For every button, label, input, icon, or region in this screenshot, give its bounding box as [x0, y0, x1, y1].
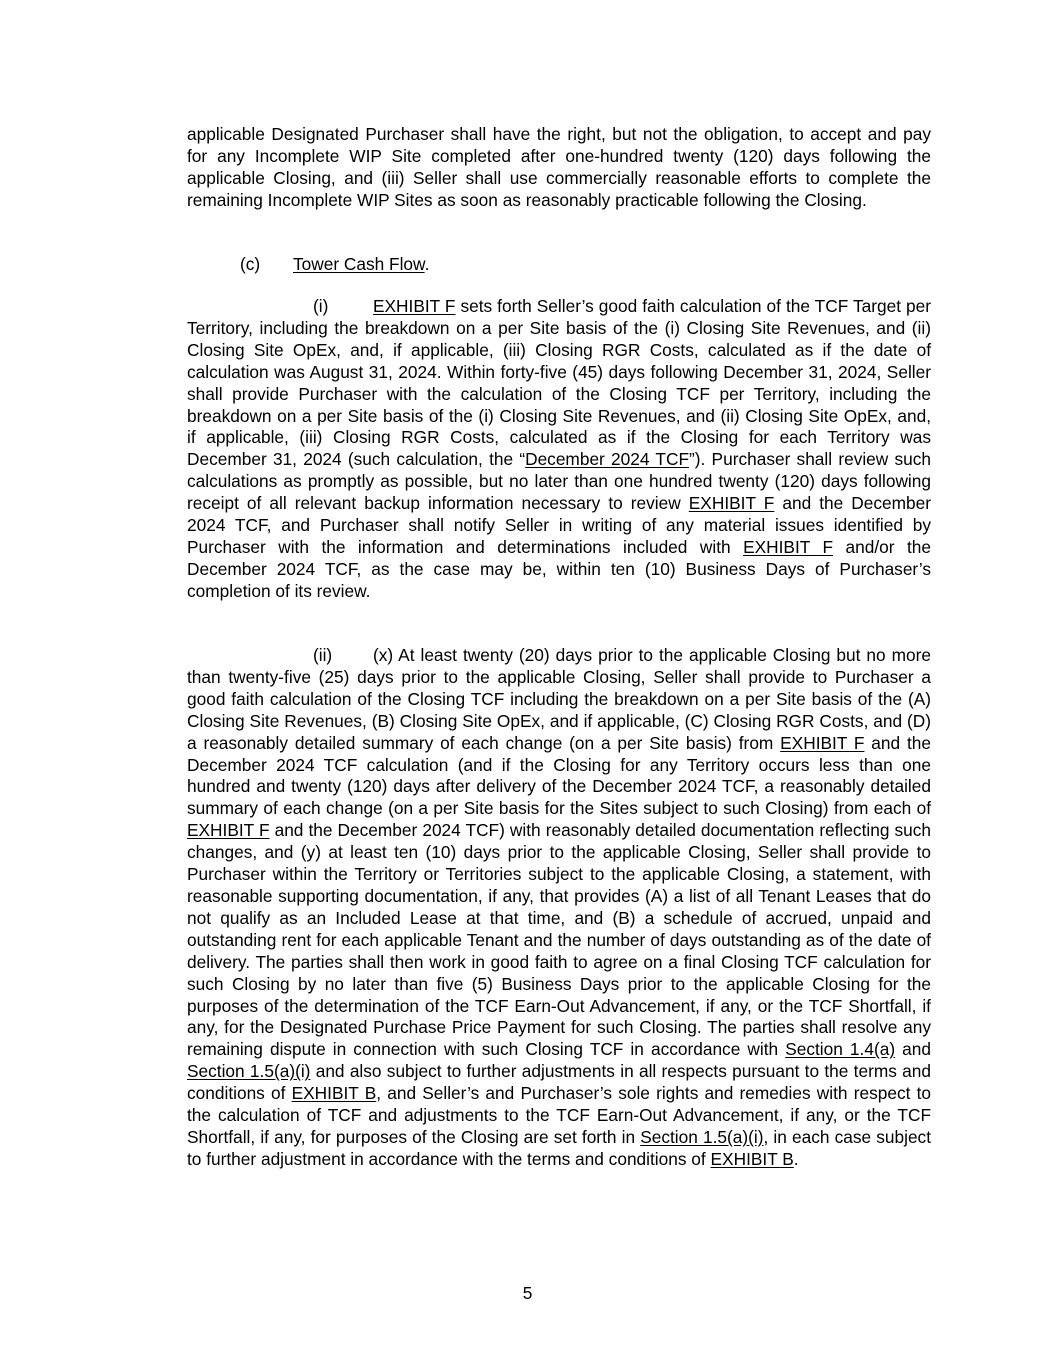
page-number: 5 [522, 1283, 533, 1303]
exhibit-reference: EXHIBIT F [688, 493, 775, 514]
section-reference: Section 1.5(a)(i) [187, 1061, 311, 1082]
exhibit-reference: EXHIBIT B [291, 1083, 377, 1104]
text-run: and the December 2024 TCF) with reasonably detailed documentation reflecting such changes, and (y) at least ten (10) days prior to the applicable Closing, Seller shall provide to Purchaser within the Territory or Territories subject to the applicable Closing, a statement, with reasonable supporting documentation, if any, that provides (A) a list of all Tenant Leases that do not qualify as an Included Lease at that time, and (B) a schedule of accrued, unpaid and outstanding rent for each applicable Tenant and the number of days outstanding as of the date of delivery. The parties shall then work in good faith to agree on a final Closing TCF calculation for such Closing by no later than five (5) Business Days prior to the applicable Closing for the purposes of the determination of the TCF Earn-Out Advancement, if any, or the TCF Shortfall, if any, for the Designated Purchase Price Payment for such Closing. The parties shall resolve any remaining dispute in connection with such Closing TCF in accordance with [187, 820, 932, 1060]
defined-term: December 2024 TCF [525, 449, 690, 470]
text-run: . [793, 1148, 799, 1169]
text-run: ”). Purchaser shall review such calculations as promptly as possible, but no later than one hundred twenty (120) days following receipt of all relevant backup information necessary to review [187, 449, 932, 514]
exhibit-reference: EXHIBIT B [710, 1148, 794, 1169]
text-run: and [895, 1039, 931, 1060]
text-run: and the December 2024 TCF, and Purchaser shall notify Seller in writing of any material issues identified by Purchaser with the information and determinations included with [187, 493, 932, 557]
section-c-heading [187, 254, 931, 276]
section-number: (c) [240, 254, 261, 274]
paragraph-continuation [187, 124, 931, 212]
subsection-ii-paragraph [187, 645, 931, 1171]
section-title: Tower Cash Flow [293, 254, 425, 274]
text-run: (x) At least twenty (20) days prior to the applicable Closing but no more than twenty-five (25) days prior to the applicable Closing, Seller shall provide to Purchaser a good faith calculation of the Closing TCF including the breakdown on a per Site basis of the (A) Closing Site Revenues, (B) Closing Site OpEx, and if applicable, (C) Closing RGR Costs, and (D) a reasonably detailed summary of each change (on a per Site basis) from [187, 645, 931, 753]
section-reference: Section 1.5(a)(i) [640, 1126, 764, 1147]
exhibit-reference: EXHIBIT F [743, 536, 834, 557]
paragraph-text: applicable Designated Purchaser shall have the right, but not the obligation, to accept and pay for any Incomplete WIP Site completed after one-hundred twenty (120) days following the applicable Closing, and (iii) Seller shall use commercially reasonable efforts to complete the remaining Incomplete WIP Sites as soon as reasonably practicable following the Closing. [187, 124, 931, 210]
text-run: and the December 2024 TCF calculation (and if the Closing for any Territory occurs less than one hundred and twenty (120) days after delivery of the December 2024 TCF, a reasonably detailed summary of each change (on a per Site basis for the Sites subject to such Closing) from each of [187, 732, 931, 819]
text-run: sets forth Seller’s good faith calculation of the TCF Target per Territory, including the breakdown on a per Site basis of the (i) Closing Site Revenues, and (ii) Closing Site OpEx, and, if applicable, (iii) Closing RGR Costs, calculated as if the date of calculation was August 31, 2024. Within forty-five (45) days following December 31, 2024, Seller shall provide Purchaser with the calculation of the Closing TCF per Territory, including the breakdown on a per Site basis of the (i) Closing Site Revenues, and (ii) Closing Site OpEx, and, if applicable, (iii) Closing RGR Costs, calculated as if the Closing for each Territory was December 31, 2024 (such calculation, the “ [187, 296, 931, 470]
text-run: , in each case subject to further adjustment in accordance with the terms and conditions of [187, 1126, 931, 1169]
text-run: and also subject to further adjustments in all respects pursuant to the terms and conditions of [187, 1061, 931, 1104]
exhibit-reference: EXHIBIT F [780, 732, 865, 753]
subsection-number: (ii) [313, 645, 333, 665]
text-run: , and Seller’s and Purchaser’s sole rights and remedies with respect to the calculation of TCF and adjustments to the TCF Earn-Out Advancement, if any, or the TCF Shortfall, if any, for purposes of the Closing are set forth in [187, 1083, 931, 1147]
subsection-number: (i) [313, 296, 329, 316]
section-title-punct: . [424, 254, 430, 274]
exhibit-reference: EXHIBIT F [187, 820, 270, 841]
text-run: and/or the December 2024 TCF, as the case may be, within ten (10) Business Days of Purchaser’s completion of its review. [187, 536, 931, 601]
subsection-i-paragraph [187, 296, 931, 603]
section-reference: Section 1.4(a) [785, 1039, 896, 1060]
exhibit-reference: EXHIBIT F [373, 296, 456, 316]
